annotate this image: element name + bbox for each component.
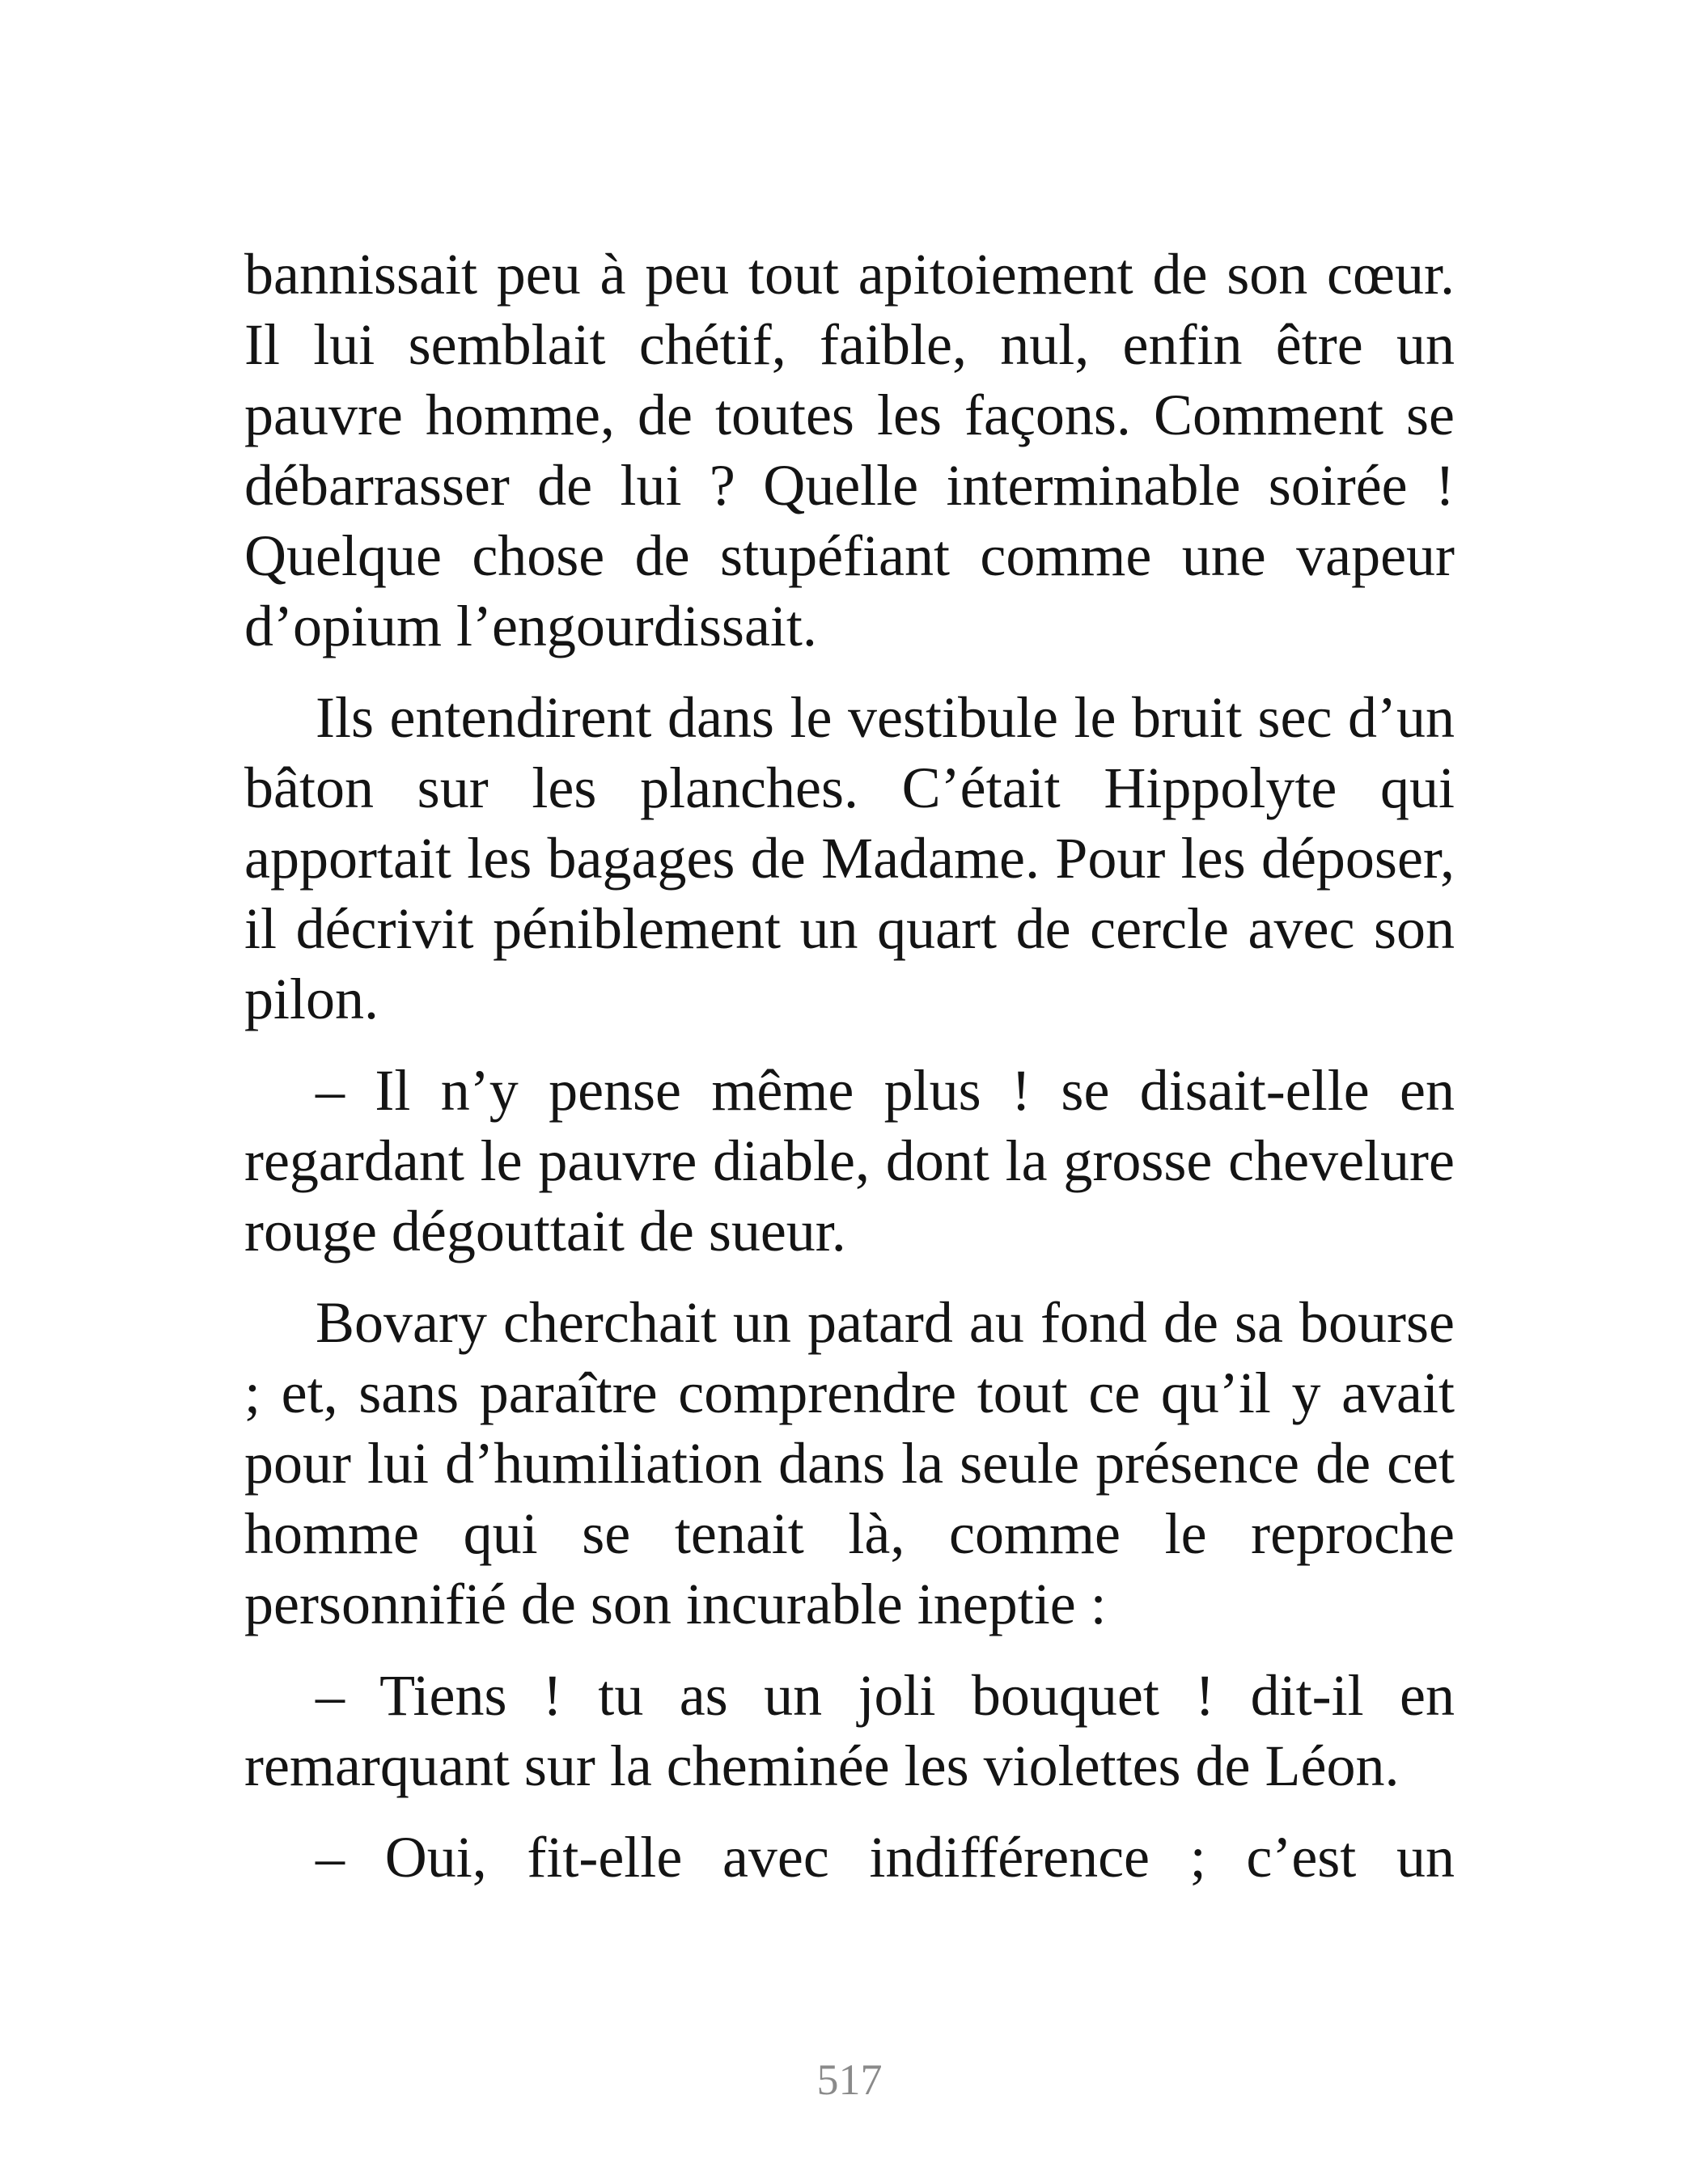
paragraph-3: – Il n’y pense même plus ! se disait-elle en regardant le pauvre diable, dont la grosse chevelure rouge dégouttait de sueur. [244,1058,1455,1263]
paragraph-2: Ils entendirent dans le vestibule le bruit sec d’un bâton sur les planches. C’était Hippolyte qui apportait les bagages de Madame. Pour les déposer, il décrivit péniblement un quart de cercle avec son pilon. [244,685,1455,1031]
paragraph-6: – Oui, fit-elle avec indifférence ; c’est un [316,1825,1455,1890]
paragraph-5: – Tiens ! tu as un joli bouquet ! dit-il en remarquant sur la cheminée les violettes de Léon. [244,1663,1455,1798]
paragraph-4: Bovary cherchait un patard au fond de sa bourse ; et, sans paraître comprendre tout ce qu’il y avait pour lui d’humiliation dans la seule présence de cet homme qui se tenait là, comme le reproche personnifié de son incurable ineptie : [244,1290,1455,1636]
page-number: 517 [816,2055,883,2104]
paragraph-1: bannissait peu à peu tout apitoiement de son cœur. Il lui semblait chétif, faible, nul, enfin être un pauvre homme, de toutes les façons. Comment se débarrasser de lui ? Quelle interminable soirée ! Quelque chose de stupéfiant comme une vapeur d’opium l’engourdissait. [244,242,1455,658]
body-text [244,239,1455,1893]
